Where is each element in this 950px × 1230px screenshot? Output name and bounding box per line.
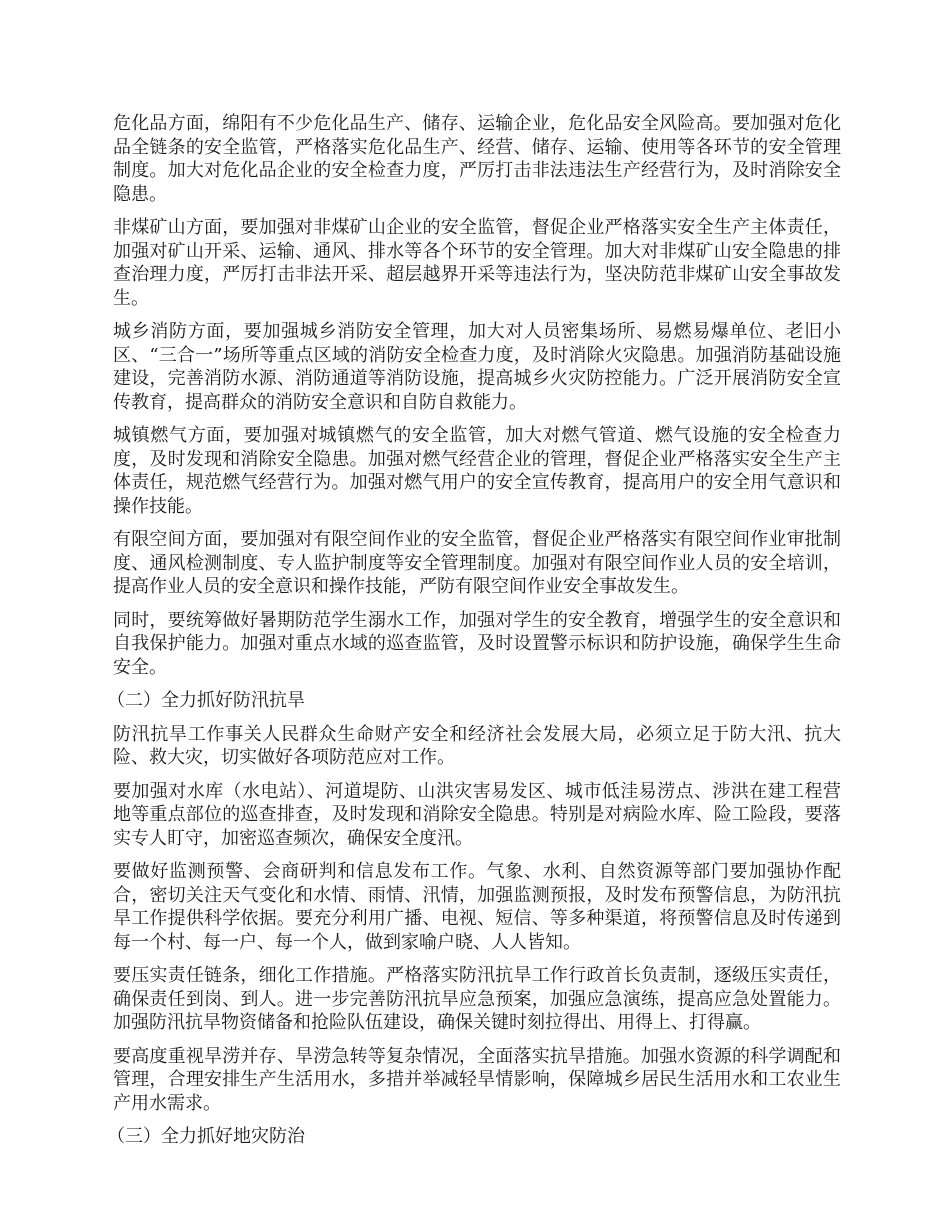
paragraph-urban-gas: 城镇燃气方面，要加强对城镇燃气的安全监管，加大对燃气管道、燃气设施的安全检查力度，及时发现和消除安全隐患。加强对燃气经营企业的管理，督促企业严格落实安全生产主体责任，规范燃气经营行为。加强对燃气用户的安全宣传教育，提高用户的安全用气意识和操作技能。 [113,425,841,517]
paragraph-fire-safety: 城乡消防方面，要加强城乡消防安全管理，加大对人员密集场所、易燃易爆单位、老旧小区、“三合一”场所等重点区域的消防安全检查力度，及时消除火灾隐患。加强消防基础设施建设，完善消防水源、消防通道等消防设施，提高城乡火灾防控能力。广泛开展消防安全宣传教育，提高群众的消防安全意识和自防自救能力。 [113,321,841,413]
paragraph-student-drowning: 同时，要统筹做好暑期防范学生溺水工作，加强对学生的安全教育，增强学生的安全意识和自我保护能力。加强对重点水域的巡查监管，及时设置警示标识和防护设施，确保学生生命安全。 [113,609,841,678]
paragraph-responsibility: 要压实责任链条，细化工作措施。严格落实防汛抗旱工作行政首长负责制，逐级压实责任，确保责任到岗、到人。进一步完善防汛抗旱应急预案，加强应急演练，提高应急处置能力。加强防汛抗旱物资储备和抢险队伍建设，确保关键时刻拉得出、用得上、打得赢。 [113,965,841,1033]
paragraph-confined-spaces: 有限空间方面，要加强对有限空间作业的安全监管，督促企业严格落实有限空间作业审批制度、通风检测制度、专人监护制度等安全管理制度。加强对有限空间作业人员的安全培训，提高作业人员的安全意识和操作技能，严防有限空间作业安全事故发生。 [113,529,841,597]
document-page [107,112,841,1159]
section-heading-flood-drought: （二）全力抓好防汛抗旱 [107,690,305,711]
paragraph-hazardous-chemicals: 危化品方面，绵阳有不少危化品生产、储存、运输企业，危化品安全风险高。要加强对危化品全链条的安全监管，严格落实危化品生产、经营、储存、运输、使用等各环节的安全管理制度。加大对危化品企业的安全检查力度，严厉打击非法违法生产经营行为，及时消除安全隐患。 [113,113,841,205]
paragraph-non-coal-mines: 非煤矿山方面，要加强对非煤矿山企业的安全监管，督促企业严格落实安全生产主体责任，加强对矿山开采、运输、通风、排水等各个环节的安全管理。加大对非煤矿山安全隐患的排查治理力度，严厉打击非法开采、超层越界开采等违法行为，坚决防范非煤矿山安全事故发生。 [113,217,841,309]
paragraph-inspection: 要加强对水库（水电站）、河道堤防、山洪灾害易发区、城市低洼易涝点、涉洪在建工程营地等重点部位的巡查排查，及时发现和消除安全隐患。特别是对病险水库、险工险段，要落实专人盯守，加密巡查频次，确保安全度汛。 [113,780,841,849]
paragraph-flood-drought-intro: 防汛抗旱工作事关人民群众生命财产安全和经济社会发展大局，必须立足于防大汛、抗大险、救大灾，切实做好各项防范应对工作。 [113,723,841,768]
section-heading-geological-disasters: （三）全力抓好地灾防治 [107,1126,305,1147]
paragraph-drought-measures: 要高度重视旱涝并存、旱涝急转等复杂情况，全面落实抗旱措施。加强水资源的科学调配和管理，合理安排生产生活用水，多措并举减轻旱情影响，保障城乡居民生活用水和工农业生产用水需求。 [113,1045,841,1114]
paragraph-monitoring-warning: 要做好监测预警、会商研判和信息发布工作。气象、水利、自然资源等部门要加强协作配合，密切关注天气变化和水情、雨情、汛情，加强监测预报，及时发布预警信息，为防汛抗旱工作提供科学依据。要充分利用广播、电视、短信、等多种渠道，将预警信息及时传递到每一个村、每一户、每一个人，做到家喻户晓、人人皆知。 [113,861,841,953]
